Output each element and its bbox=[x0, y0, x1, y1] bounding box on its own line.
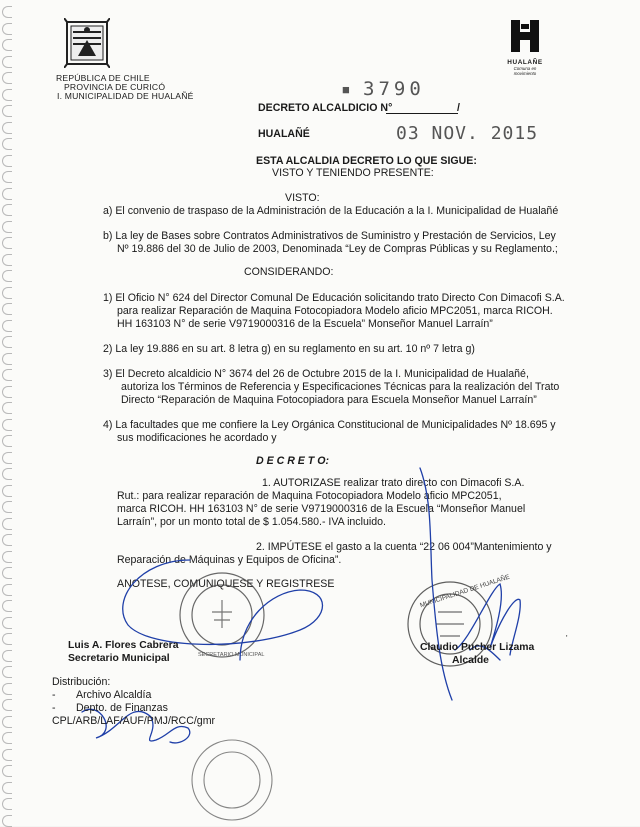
decreto-1-line2: Rut.: para realizar reparación de Maquina Fotocopiadora Modelo aficio MPC2051, bbox=[117, 490, 502, 502]
visto-b-line1: b) La ley de Bases sobre Contratos Administrativos de Suministro y Prestación de Servicios, Ley bbox=[103, 230, 556, 242]
decreto-1-line3: marca RICOH. HH 163103 N° de serie V9719000316 de la Escuela “Monseñor Manuel bbox=[117, 503, 526, 515]
header-municipality: I. MUNICIPALIDAD DE HUALAÑÉ bbox=[57, 91, 194, 101]
distribution-item-2: - Depto. de Finanzas bbox=[52, 702, 168, 714]
visto-a: a) El convenio de traspaso de la Administración de la Educación a la I. Municipalidad de Hualañé bbox=[103, 205, 559, 217]
stamp-right-text: MUNICIPALIDAD DE HUALAÑE bbox=[419, 573, 511, 610]
signatory-left-title: Secretario Municipal bbox=[68, 653, 170, 664]
decreto-2-line2: Reparación de Máquinas y Equipos de Oficina”. bbox=[117, 554, 342, 566]
considerando-label: CONSIDERANDO: bbox=[244, 266, 334, 278]
distribution-item-2-text: Depto. de Finanzas bbox=[76, 702, 168, 714]
considerando-4-line2: sus modificaciones he acordado y bbox=[117, 432, 277, 444]
considerando-3-line2: autoriza los Términos de Referencia y Especificaciones Técnicas para la realización del Trato bbox=[121, 381, 560, 393]
decree-number: 3790 bbox=[363, 78, 425, 100]
considerando-1-line1: 1) El Oficio N° 624 del Director Comunal De Educación solicitando trato Directo Con Dimacofi S.A. bbox=[103, 292, 565, 304]
header-republic: REPÚBLICA DE CHILE bbox=[56, 73, 150, 83]
visto-label: VISTO: bbox=[285, 192, 320, 204]
signatory-right-title: Alcalde bbox=[452, 655, 489, 666]
decree-heading-2: VISTO Y TENIENDO PRESENTE: bbox=[272, 167, 434, 179]
decree-heading-1: ESTA ALCALDIA DECRETO LO QUE SIGUE: bbox=[256, 155, 477, 167]
closing-statement: ANOTESE, COMUNIQUESE Y REGISTRESE bbox=[117, 578, 335, 590]
tick-mark: ' bbox=[566, 634, 568, 643]
considerando-1-line3: HH 163103 N° de serie V9719000316 de la Escuela” Monseñor Manuel Larraín” bbox=[117, 318, 493, 330]
distribution-item-1: - Archivo Alcaldía bbox=[52, 689, 152, 701]
decree-date: 03 NOV. 2015 bbox=[396, 123, 539, 144]
decree-slash: / bbox=[457, 102, 460, 114]
visto-b-line2: Nº 19.886 del 30 de Julio de 2003, Denominada “Ley de Compras Públicas y su Reglamento.; bbox=[117, 243, 558, 255]
header-province: PROVINCIA DE CURICÓ bbox=[64, 82, 166, 92]
considerando-3-line1: 3) El Decreto alcaldicio N° 3674 del 26 de Octubre 2015 de la I. Municipalidad de Hualañé, bbox=[103, 368, 529, 380]
distribution-initials: CPL/ARB/LAF/AUF/PMJ/RCC/gmr bbox=[52, 715, 216, 727]
considerando-1-line2: para realizar Reparación de Maquina Fotocopiadora Modelo aficio MPC2051, marca RICOH. bbox=[117, 305, 553, 317]
signatory-right-name: Claudio Pucher Lizama bbox=[420, 642, 535, 653]
logo-name: HUALAÑE bbox=[507, 59, 543, 66]
logo-tagline: Comuna en movimiento bbox=[513, 66, 537, 76]
signatory-left-name: Luis A. Flores Cabrera bbox=[68, 640, 179, 651]
distribution-item-1-text: Archivo Alcaldía bbox=[76, 689, 152, 701]
decree-title: DECRETO ALCALDICIO N° bbox=[258, 102, 393, 114]
decreto-1-line4: Larraín”, por un monto total de $ 1.054.580.- IVA incluido. bbox=[117, 516, 386, 528]
decreto-2-line1: 2. IMPÚTESE el gasto a la cuenta “22 06 004”Mantenimiento y bbox=[256, 541, 552, 553]
decreto-label: D E C R E T O: bbox=[256, 455, 329, 467]
decreto-1-line1: 1. AUTORIZASE realizar trato directo con Dimacofi S.A. bbox=[262, 477, 525, 489]
number-prefix-mark: ■ bbox=[342, 82, 350, 97]
decree-place: HUALAÑÉ bbox=[258, 128, 310, 140]
considerando-3-line3: Directo “Reparación de Maquina Fotocopiadora para Escuela Monseñor Manuel Larraín” bbox=[121, 394, 537, 406]
stamp-left-text: SECRETARIO MUNICIPAL bbox=[198, 652, 265, 658]
considerando-2: 2) La ley 19.886 en su art. 8 letra g) en su reglamento en su art. 10 nº 7 letra g) bbox=[103, 343, 475, 355]
distribution-label: Distribución: bbox=[52, 676, 111, 688]
considerando-4-line1: 4) La facultades que me confiere la Ley Orgánica Constitucional de Municipalidades Nº 18.695 y bbox=[103, 419, 556, 431]
